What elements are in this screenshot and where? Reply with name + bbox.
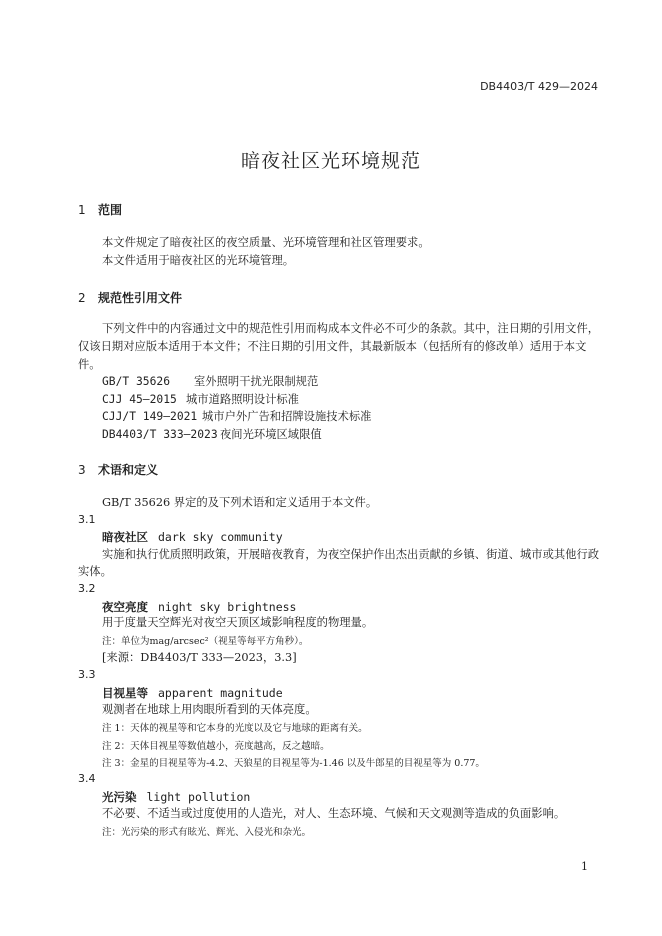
reference-code: GB/T 35626 [102, 375, 171, 388]
reference-title: 室外照明干扰光限制规范 [194, 375, 319, 388]
reference-code: DB4403/T 333—2023 [102, 428, 218, 441]
term-entry [102, 529, 283, 545]
term-note: 注 2：天体目视星等数值越小，亮度越高，反之越暗。 [102, 741, 330, 752]
term-definition: 实施和执行优质照明政策，开展暗夜教育，为夜空保护作出杰出贡献的乡镇、街道、城市或其他行政实体。 [78, 548, 600, 578]
term-definition: 观测者在地球上用肉眼所看到的天体亮度。 [102, 703, 317, 716]
term-en: night sky brightness [158, 600, 297, 614]
section-1-heading [78, 201, 122, 218]
normative-reference [102, 408, 371, 424]
document-number: DB4403/T 429—2024 [480, 80, 598, 93]
term-note: 注：单位为mag/arcsec²（视星等每平方角秒）。 [102, 636, 309, 647]
page-number: 1 [581, 860, 588, 873]
term-source: [来源：DB4403/T 333—2023，3.3] [102, 651, 297, 664]
term-number: 3.2 [78, 582, 96, 595]
term-zh: 夜空亮度 [102, 600, 148, 614]
normative-reference [102, 391, 299, 407]
term-definition: 不必要、不适当或过度使用的人造光，对人、生态环境、气候和天文观测等造成的负面影响。 [102, 807, 566, 820]
section-3-heading [78, 461, 158, 478]
term-zh: 目视星等 [102, 686, 148, 700]
term-zh: 暗夜社区 [102, 530, 148, 544]
term-definition: 用于度量天空辉光对夜空天顶区域影响程度的物理量。 [102, 616, 374, 629]
section-2-heading [78, 289, 182, 306]
document-title: 暗夜社区光环境规范 [240, 150, 421, 172]
reference-title: 城市道路照明设计标准 [186, 393, 299, 406]
reference-title: 城市户外广告和招牌设施技术标准 [202, 410, 372, 423]
term-zh: 光污染 [102, 790, 137, 804]
paragraph: GB/T 35626 界定的及下列术语和定义适用于本文件。 [102, 496, 378, 509]
term-entry [102, 685, 283, 701]
section-title: 范围 [98, 203, 123, 217]
section-title: 术语和定义 [98, 463, 159, 477]
term-en: dark sky community [158, 530, 283, 544]
reference-code: CJJ/T 149—2021 [102, 410, 198, 423]
term-en: light pollution [146, 790, 251, 804]
normative-reference [102, 373, 318, 389]
term-number: 3.1 [78, 513, 96, 526]
term-number: 3.3 [78, 668, 96, 681]
paragraph: 下列文件中的内容通过文中的规范性引用而构成本文件必不可少的条款。其中，注日期的引用文件，仅该日期对应版本适用于本文件；不注日期的引用文件，其最新版本（包括所有的修改单）适用于本文件。 [78, 322, 600, 371]
section-number: 3 [78, 463, 86, 477]
section-number: 1 [78, 203, 86, 217]
term-note: 注 3：金星的目视星等为-4.2、天狼星的目视星等为-1.46 以及牛郎星的目视星等为 0.77。 [102, 758, 485, 769]
normative-reference [102, 426, 322, 442]
reference-title: 夜间光环境区域限值 [220, 428, 322, 441]
reference-code: CJJ 45—2015 [102, 393, 177, 406]
term-number: 3.4 [78, 772, 96, 785]
section-title: 规范性引用文件 [98, 291, 183, 305]
paragraph: 本文件规定了暗夜社区的夜空质量、光环境管理和社区管理要求。 [102, 236, 430, 249]
term-note: 注 1：天体的视星等和它本身的光度以及它与地球的距离有关。 [102, 723, 368, 734]
term-entry [102, 789, 250, 805]
term-note: 注：光污染的形式有眩光、辉光、入侵光和杂光。 [102, 827, 312, 838]
paragraph: 本文件适用于暗夜社区的光环境管理。 [102, 254, 295, 267]
section-number: 2 [78, 291, 86, 305]
term-en: apparent magnitude [158, 686, 283, 700]
term-entry [102, 599, 296, 615]
